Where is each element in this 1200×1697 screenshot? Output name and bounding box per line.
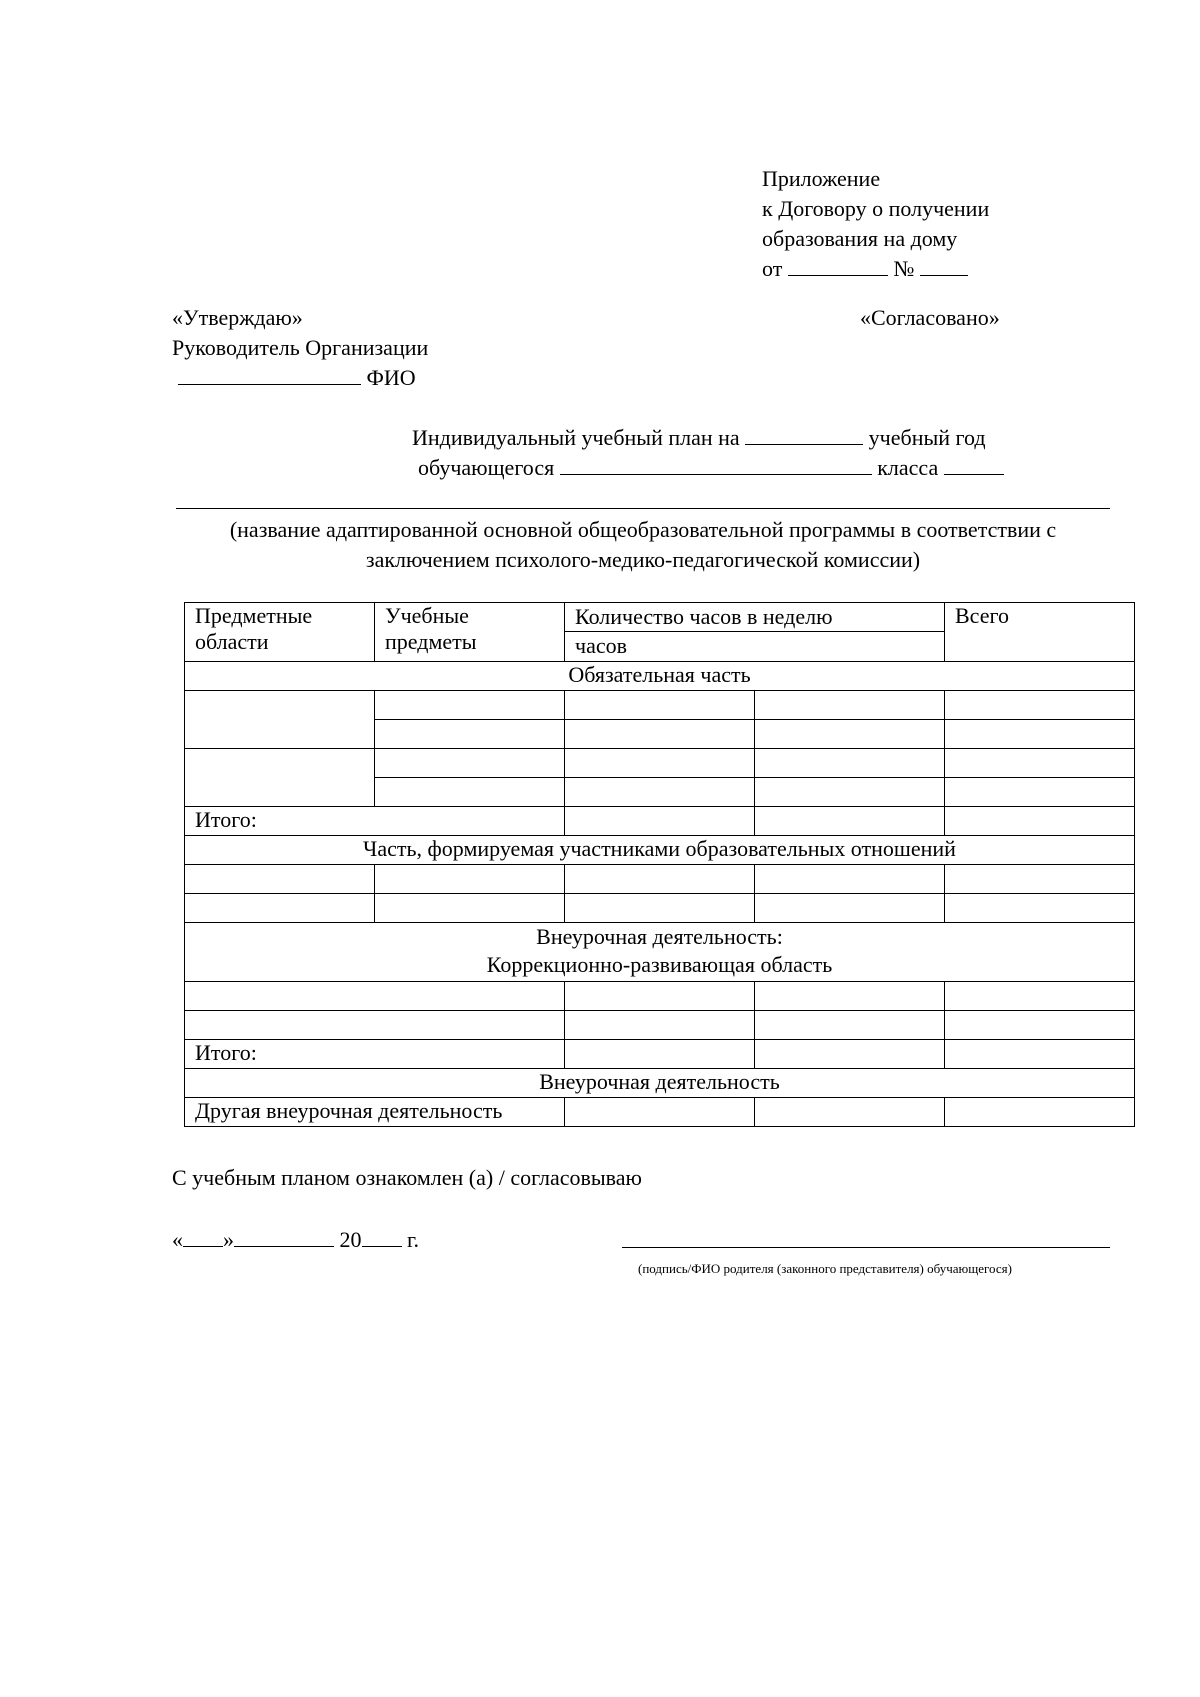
- table-row: [185, 982, 1135, 1011]
- table-cell: [945, 807, 1135, 836]
- table-cell: [565, 865, 755, 894]
- approver-signature-line: [178, 363, 416, 393]
- table-cell: [755, 720, 945, 749]
- table-row: [185, 894, 1135, 923]
- table-cell: [565, 778, 755, 807]
- appendix-education-line: образования на дому: [762, 226, 958, 251]
- table-cell: [375, 720, 565, 749]
- section-row: [185, 923, 1135, 982]
- extracurricular-heading-line1: Внеурочная деятельность:: [536, 924, 783, 949]
- table-cell: [755, 894, 945, 923]
- date-signature-line: [172, 1225, 419, 1255]
- appendix-title: Приложение: [762, 166, 881, 191]
- school-year-blank: [745, 424, 863, 445]
- plan-student-line: [418, 453, 1004, 483]
- class-label: класса: [877, 455, 939, 480]
- number-blank: [920, 255, 968, 276]
- table-cell: [375, 691, 565, 720]
- header-subjects: Учебные предметы: [375, 603, 565, 662]
- class-blank: [944, 454, 1004, 475]
- parent-signature-line: [622, 1247, 1110, 1248]
- date-prefix: от: [762, 256, 783, 281]
- header-hours: [565, 603, 945, 662]
- approver-fio: ФИО: [366, 365, 416, 390]
- table-cell: [185, 1011, 565, 1040]
- subtotal-row: [185, 1040, 1135, 1069]
- table-cell: [755, 1098, 945, 1127]
- signature-note: (подпись/ФИО родителя (законного представителя) обучающегося): [638, 1261, 1012, 1276]
- table-cell: [755, 982, 945, 1011]
- section-row: [185, 836, 1135, 865]
- table-row: [185, 865, 1135, 894]
- table-cell: [185, 894, 375, 923]
- header-row: [185, 603, 1135, 662]
- table-cell: [755, 865, 945, 894]
- table-row: [185, 1098, 1135, 1127]
- plan-title-start: Индивидуальный учебный план на: [412, 425, 740, 450]
- header-hours-per-week: Количество часов в неделю: [565, 603, 944, 632]
- table-cell: [945, 894, 1135, 923]
- table-cell: [755, 749, 945, 778]
- table-cell: [375, 894, 565, 923]
- table-cell: [945, 982, 1135, 1011]
- program-note: (название адаптированной основной общеобразовательной программы в соответствии с заключением психолого-медико-педагогической комиссии): [229, 517, 1057, 572]
- extracurricular-correction-heading: [185, 923, 1135, 982]
- table-cell: [945, 749, 1135, 778]
- year-suffix: г.: [407, 1227, 420, 1252]
- table-cell: [185, 865, 375, 894]
- mandatory-part-heading: Обязательная часть: [185, 662, 1135, 691]
- header-total: Всего: [945, 603, 1135, 662]
- appendix-contract-line: к Договору о получении: [762, 196, 990, 221]
- table-cell: [565, 749, 755, 778]
- extracurricular-heading: Внеурочная деятельность: [185, 1069, 1135, 1098]
- number-sign: №: [893, 256, 915, 281]
- table-cell: [565, 982, 755, 1011]
- year-blank: [362, 1226, 402, 1247]
- table-cell: [185, 982, 565, 1011]
- student-name-blank: [560, 454, 872, 475]
- subject-area-cell: [185, 691, 375, 749]
- table-cell: [565, 1011, 755, 1040]
- approver-signature-blank: [178, 364, 361, 385]
- table-row: [185, 691, 1135, 720]
- table-cell: [565, 1040, 755, 1069]
- section-row: [185, 662, 1135, 691]
- extracurricular-heading-line2: Коррекционно-развивающая область: [486, 952, 833, 977]
- table-cell: [945, 778, 1135, 807]
- approver-position: Руководитель Организации: [172, 335, 429, 360]
- table-cell: [945, 1098, 1135, 1127]
- subtotal-row: [185, 807, 1135, 836]
- table-cell: [565, 691, 755, 720]
- appendix-date-line: [762, 254, 968, 284]
- table-cell: [945, 1040, 1135, 1069]
- table-cell: [755, 1011, 945, 1040]
- date-blank: [788, 255, 888, 276]
- table-cell: [945, 1011, 1135, 1040]
- quote-close: »: [223, 1227, 234, 1252]
- section-row: [185, 1069, 1135, 1098]
- quote-open: «: [172, 1227, 183, 1252]
- table-cell: [755, 807, 945, 836]
- table-row: [185, 1011, 1135, 1040]
- table-cell: [565, 807, 755, 836]
- table-cell: [755, 1040, 945, 1069]
- day-blank: [183, 1226, 223, 1247]
- participants-part-heading: Часть, формируемая участниками образовательных отношений: [185, 836, 1135, 865]
- curriculum-table: [184, 602, 1135, 1127]
- table-cell: [565, 894, 755, 923]
- table-cell: [375, 749, 565, 778]
- table-row: [185, 749, 1135, 778]
- header-subject-areas: Предметные области: [185, 603, 375, 662]
- approve-label: «Утверждаю»: [172, 305, 303, 330]
- subtotal-label: Итого:: [185, 807, 565, 836]
- table-cell: [375, 865, 565, 894]
- subject-area-cell: [185, 749, 375, 807]
- student-label: обучающегося: [418, 455, 555, 480]
- table-cell: [565, 1098, 755, 1127]
- plan-title-line: [412, 423, 986, 453]
- other-extracurricular-label: Другая внеурочная деятельность: [185, 1098, 565, 1127]
- table-cell: [945, 720, 1135, 749]
- table-cell: [755, 691, 945, 720]
- plan-title-end: учебный год: [868, 425, 986, 450]
- table-cell: [375, 778, 565, 807]
- agreed-label: «Согласовано»: [860, 305, 1000, 330]
- table-cell: [945, 691, 1135, 720]
- month-blank: [234, 1226, 334, 1247]
- table-cell: [565, 720, 755, 749]
- program-name-line: [176, 508, 1110, 509]
- year-prefix: 20: [339, 1227, 362, 1252]
- subtotal-label-2: Итого:: [185, 1040, 565, 1069]
- acknowledgement-text: С учебным планом ознакомлен (а) / согласовываю: [172, 1165, 642, 1190]
- header-hours-unit: часов: [575, 633, 627, 658]
- table-cell: [945, 865, 1135, 894]
- table-cell: [755, 778, 945, 807]
